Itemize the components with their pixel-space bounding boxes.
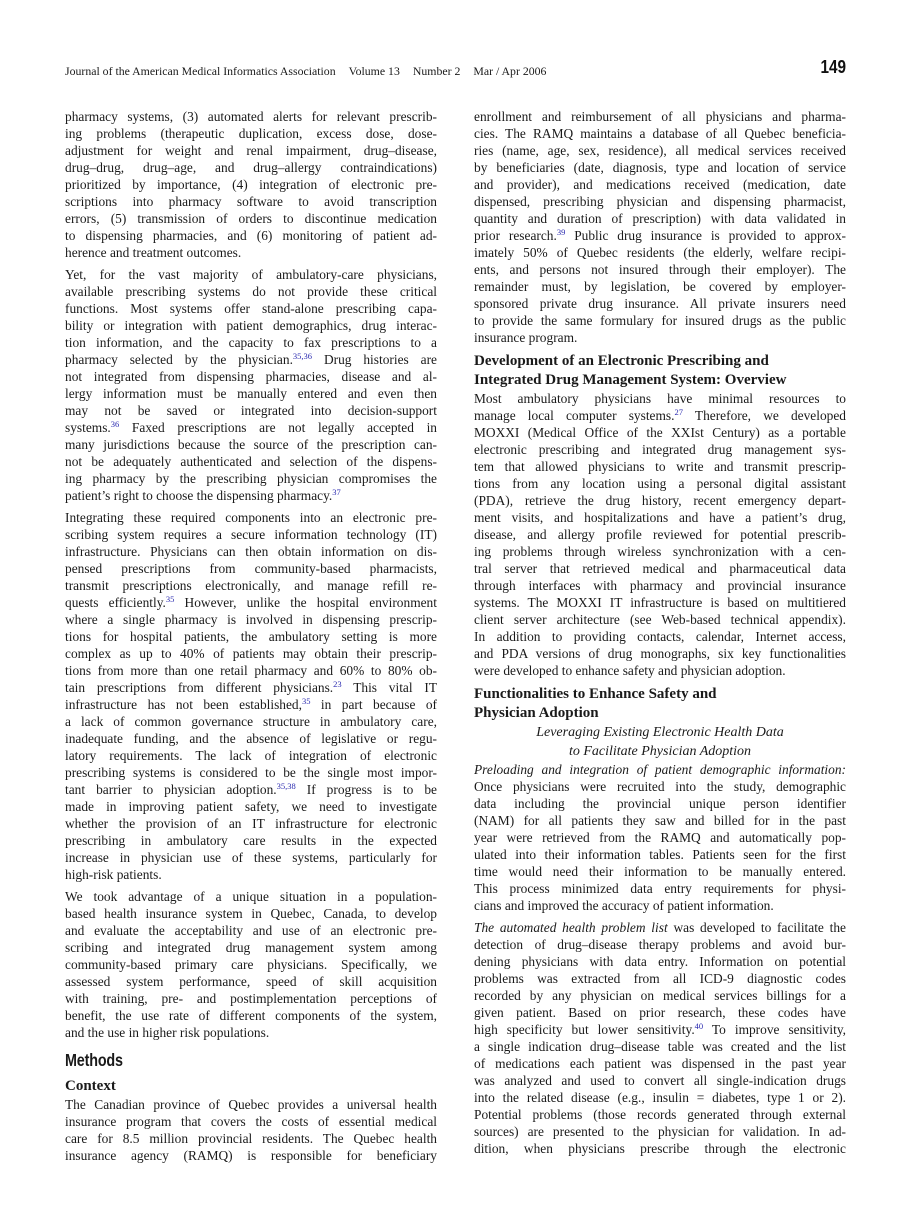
text-line: ment visits, and hospitalizations and have a patient’s drug, <box>474 510 846 525</box>
citation-reference: 35,38 <box>276 781 296 791</box>
text-line: complex as up to 40% of patients may obtain their prescrip- <box>65 646 437 661</box>
text-line: client server architecture (see Web-based technical appendix). <box>474 612 846 627</box>
text-line: many jurisdictions because the source of the prescription can- <box>65 437 437 452</box>
heading-line: Development of an Electronic Prescribing and <box>474 353 769 369</box>
text-line: imately 50% of Quebec residents (the elderly, welfare recipi- <box>474 245 846 260</box>
text-line <box>474 919 846 936</box>
text-run: tain prescriptions from different physicians. <box>65 680 334 695</box>
citation-reference: 27 <box>674 407 683 417</box>
text-line: problems was extracted from all ICD-9 diagnostic codes <box>474 971 846 986</box>
left-column <box>65 108 437 1169</box>
text-line <box>474 1021 846 1038</box>
citation-reference: 39 <box>556 227 566 237</box>
text-line: made in improving patient safety, we need to investigate <box>65 799 437 814</box>
text-run: patient’s right to choose the dispensing pharmacy. <box>65 488 333 503</box>
paragraph <box>474 390 846 679</box>
volume: Volume 13 <box>348 64 400 78</box>
text-line: into the related disease (e.g., insulin = diabetes, type 1 or 2). <box>474 1090 846 1105</box>
heading-line: to Facilitate Physician Adoption <box>568 744 752 759</box>
journal-title: Journal of the American Medical Informatics Association <box>65 64 336 78</box>
text-line: prescribing systems is considered to be the single most impor- <box>65 765 437 780</box>
text-line: (PDA), retrieve the drug history, recent emergency depart- <box>474 493 846 508</box>
paragraph <box>65 108 437 261</box>
text-line: tral server that retrieved medical and pharmaceutical data <box>474 561 846 576</box>
text-run: tant barrier to physician adoption. <box>65 782 277 797</box>
text-line: remainder must, by legislation, be covered by employer- <box>474 279 846 294</box>
text-run: However, unlike the hospital environment <box>174 595 437 610</box>
text-run: This vital IT <box>341 680 437 695</box>
text-line: community-based primary care physicians. Specifically, we <box>65 957 437 972</box>
citation-reference: 35 <box>165 594 175 604</box>
paragraph <box>474 761 846 914</box>
text-line: This process minimized data entry requirements for physi- <box>474 881 846 896</box>
text-line: detection of drug–disease therapy problems and avoid bur- <box>474 937 846 952</box>
text-line: herence and treatment outcomes. <box>65 245 242 260</box>
text-run: Faxed prescriptions are not legally accepted in <box>119 420 437 435</box>
issue-date: Mar / Apr 2006 <box>473 64 547 78</box>
text-line <box>474 227 846 244</box>
text-line: benefit, the use rate of different components of the system, <box>65 1008 437 1023</box>
sub-subsection-heading <box>474 723 846 761</box>
heading-line: Physician Adoption <box>474 705 599 721</box>
text-line: adjustment for weight and renal impairment, drug–disease, <box>65 143 437 158</box>
text-line: given patient. Based on prior research, these codes have <box>474 1005 846 1020</box>
text-run: in part because of <box>310 697 437 712</box>
text-line: based health insurance system in Quebec, Canada, to develop <box>65 906 437 921</box>
text-run: infrastructure has not been established, <box>65 697 302 712</box>
text-line: bility or integration with patient demographics, drug interac- <box>65 318 437 333</box>
text-line: disease, and allergy profile reviewed for potential prescrib- <box>474 527 846 542</box>
text-line: by beneficiaries (date, diagnosis, type and location of service <box>474 160 846 175</box>
text-line: pensed prescriptions from community-based pharmacists, <box>65 561 437 576</box>
text-line: quantity and duration of prescription) with data validated in <box>474 211 846 226</box>
heading-line: Integrated Drug Management System: Overview <box>474 372 787 388</box>
text-line: Once physicians were recruited into the study, demographic <box>474 779 846 794</box>
text-line: to dispensing pharmacies, and (6) monitoring of patient ad- <box>65 228 437 243</box>
running-header <box>65 57 846 80</box>
text-line: functions. Most systems offer stand-alone prescribing capa- <box>65 301 437 316</box>
text-line: Yet, for the vast majority of ambulatory-care physicians, <box>65 267 437 282</box>
paragraph <box>474 919 846 1157</box>
text-line <box>65 696 437 713</box>
issue-number: Number 2 <box>412 64 461 78</box>
text-line: tions from more than one retail pharmacy and 60% to 80% ob- <box>65 663 437 678</box>
text-run: Public drug insurance is provided to approx- <box>565 228 846 243</box>
subsection-heading <box>474 685 846 723</box>
text-run: pharmacy selected by the physician. <box>65 352 293 367</box>
citation-reference: 35,36 <box>292 351 313 361</box>
text-line: electronic prescribing and integrated drug management sys- <box>474 442 846 457</box>
text-run: systems. <box>65 420 111 435</box>
text-line: to provide the same formulary for insured drugs as the public <box>474 313 846 328</box>
text-line: and PDA versions of drug monographs, six key functionalities <box>474 646 846 661</box>
text-line: Integrating these required components into an electronic pre- <box>65 510 437 525</box>
text-line: pharmacy systems, (3) automated alerts for relevant prescrib- <box>65 109 437 124</box>
text-line: enrollment and reimbursement of all physicians and pharma- <box>474 109 846 124</box>
text-line: ries (name, age, sex, residence), all medical services received <box>474 143 846 158</box>
paragraph <box>65 509 437 883</box>
text-line: and evaluate the acceptability and use of an electronic pre- <box>65 923 437 938</box>
text-line: and the use in higher risk populations. <box>65 1025 270 1040</box>
text-run: Drug histories are <box>312 352 437 367</box>
text-run: Therefore, we developed <box>682 408 846 423</box>
text-line: assessed system performance, speed of skill acquisition <box>65 974 437 989</box>
text-line: ing problems through wireless synchronization with a cen- <box>474 544 846 559</box>
text-run: was developed to facilitate the <box>667 920 846 935</box>
paragraph <box>65 266 437 504</box>
citation-reference: 35 <box>301 696 311 706</box>
citation-reference: 37 <box>332 487 341 497</box>
text-line: data including the provincial unique person identifier <box>474 796 846 811</box>
subsection-heading <box>65 1077 437 1096</box>
text-line: where a single pharmacy is involved in dispensing prescrip- <box>65 612 437 627</box>
text-run: prior research. <box>474 228 557 243</box>
text-line: ing pharmacy by the prescribing physician compromises the <box>65 471 437 486</box>
citation-reference: 23 <box>333 679 342 689</box>
text-line: whether the provision of an IT infrastructure for electronic <box>65 816 437 831</box>
text-line: a lack of common governance structure in ambulatory care, <box>65 714 437 729</box>
text-line <box>65 781 437 798</box>
text-line <box>474 407 846 424</box>
text-line: scribing and integrated drug management system among <box>65 940 437 955</box>
italic-text: Preloading and integration of patient demographic information: <box>474 762 846 777</box>
text-line: (NAM) for all patients they saw and billed for in the past <box>474 813 846 828</box>
text-line: tions from any location using a personal digital assistant <box>474 476 846 491</box>
heading-line: Functionalities to Enhance Safety and <box>474 686 717 702</box>
text-line: care for 8.5 million provincial residents. The Quebec health <box>65 1131 437 1146</box>
text-line: cians and improved the accuracy of patient information. <box>474 898 774 913</box>
text-line: prescribing in ambulatory care results in the expected <box>65 833 437 848</box>
text-line: sponsored private drug insurance. All private insurers need <box>474 296 846 311</box>
text-line: scriptions into pharmacy software to avoid transcription <box>65 194 437 209</box>
text-line: tions for hospital patients, the ambulatory setting is more <box>65 629 437 644</box>
text-line: ulated into their information tables. Patients seen for the first <box>474 847 846 862</box>
text-line: dition, when physicians prescribe through the electronic <box>474 1141 846 1156</box>
text-line <box>65 419 437 436</box>
text-line: ents, and persons not insured through their employer). The <box>474 262 846 277</box>
text-run: If progress is to be <box>295 782 437 797</box>
text-line: ing problems (therapeutic duplication, excess dose, dose- <box>65 126 437 141</box>
text-line: insurance program that covers the costs of essential medical <box>65 1114 437 1129</box>
text-line: not be adequately authenticated and selection of the dispens- <box>65 454 437 469</box>
paragraph <box>65 1096 437 1164</box>
text-line: MOXXI (Medical Office of the XXIst Century) as a portable <box>474 425 846 440</box>
text-line: inadequate funding, and the absence of legislative or regu- <box>65 731 437 746</box>
text-line <box>65 487 437 504</box>
heading-line: Context <box>65 1078 116 1094</box>
text-line: and provider), and medications received (medication, date <box>474 177 846 192</box>
text-line: insurance program. <box>474 330 578 345</box>
italic-text: The automated health problem list <box>474 920 668 935</box>
text-line: tem that allowed physicians to write and transmit prescrip- <box>474 459 846 474</box>
text-line: may not be saved or integrated into decision-support <box>65 403 437 418</box>
text-line: through interfaces with pharmacy and provincial insurance <box>474 578 846 593</box>
text-line: dispensed, prescribing physician and dispensing pharmacist, <box>474 194 846 209</box>
text-line: errors, (5) transmission of orders to discontinue medication <box>65 211 437 226</box>
text-line: with training, pre- and postimplementation perceptions of <box>65 991 437 1006</box>
paragraph <box>474 108 846 346</box>
text-line: not integrated from dispensing pharmacies, disease and al- <box>65 369 437 384</box>
text-line <box>65 351 437 368</box>
subsection-heading <box>474 352 846 390</box>
text-line: of medications each patient was dispensed in the past year <box>474 1056 846 1071</box>
text-run: manage local computer systems. <box>474 408 675 423</box>
text-line: In addition to providing contacts, calendar, Internet access, <box>474 629 846 644</box>
text-line: cies. The RAMQ maintains a database of all Quebec beneficia- <box>474 126 846 141</box>
page-number: 149 <box>820 57 846 77</box>
text-run: To improve sensitivity, <box>703 1022 846 1037</box>
text-line: time would need their information to be manually entered. <box>474 864 846 879</box>
text-line: Most ambulatory physicians have minimal resources to <box>474 391 846 406</box>
citation-reference: 36 <box>110 419 120 429</box>
text-line: year were retrieved from the RAMQ and automatically pop- <box>474 830 846 845</box>
text-line: prioritized by importance, (4) integration of electronic pre- <box>65 177 437 192</box>
text-line <box>65 594 437 611</box>
text-line: insurance agency (RAMQ) is responsible for beneficiary <box>65 1148 437 1163</box>
text-line: Potential problems (those records generated through external <box>474 1107 846 1122</box>
text-line: increase in physician use of these systems, particularly for <box>65 850 437 865</box>
text-line: tion information, and the capacity to fax prescriptions to a <box>65 335 437 350</box>
text-line: infrastructure. Physicians can then obtain information on dis- <box>65 544 437 559</box>
right-column <box>474 108 846 1162</box>
text-line: transmit prescriptions electronically, and manage refill re- <box>65 578 437 593</box>
citation-reference: 40 <box>694 1021 704 1031</box>
text-line: scribing system requires a secure information technology (IT) <box>65 527 437 542</box>
text-run: quests efficiently. <box>65 595 166 610</box>
text-line: high-risk patients. <box>65 867 162 882</box>
text-line: were developed to enhance safety and physician adoption. <box>474 663 786 678</box>
text-line: available prescribing systems do not provide these critical <box>65 284 437 299</box>
text-line: latory requirements. The lack of integration of electronic <box>65 748 437 763</box>
heading-line: Leveraging Existing Electronic Health Data <box>536 725 784 740</box>
text-line: systems. The MOXXI IT infrastructure is based on multitiered <box>474 595 846 610</box>
text-line: recorded by any physician on medical services billings for a <box>474 988 846 1003</box>
text-line <box>474 761 846 778</box>
text-line: was analyzed and used to convert all single-indication drugs <box>474 1073 846 1088</box>
text-line: dening physicians with data entry. Information on potential <box>474 954 846 969</box>
section-heading: Methods <box>65 1050 123 1070</box>
text-line: lergy information must be manually entered and even then <box>65 386 437 401</box>
text-line: The Canadian province of Quebec provides a universal health <box>65 1097 437 1112</box>
paragraph <box>65 888 437 1041</box>
text-line: drug–drug, drug–age, and drug–allergy contraindications) <box>65 160 437 175</box>
text-run: high specificity but lower sensitivity. <box>474 1022 695 1037</box>
text-line: We took advantage of a unique situation in a population- <box>65 889 437 904</box>
text-line: sources) are presented to the physician for validation. In ad- <box>474 1124 846 1139</box>
text-line <box>65 679 437 696</box>
text-line: a single indication drug–disease table was created and the list <box>474 1039 846 1054</box>
